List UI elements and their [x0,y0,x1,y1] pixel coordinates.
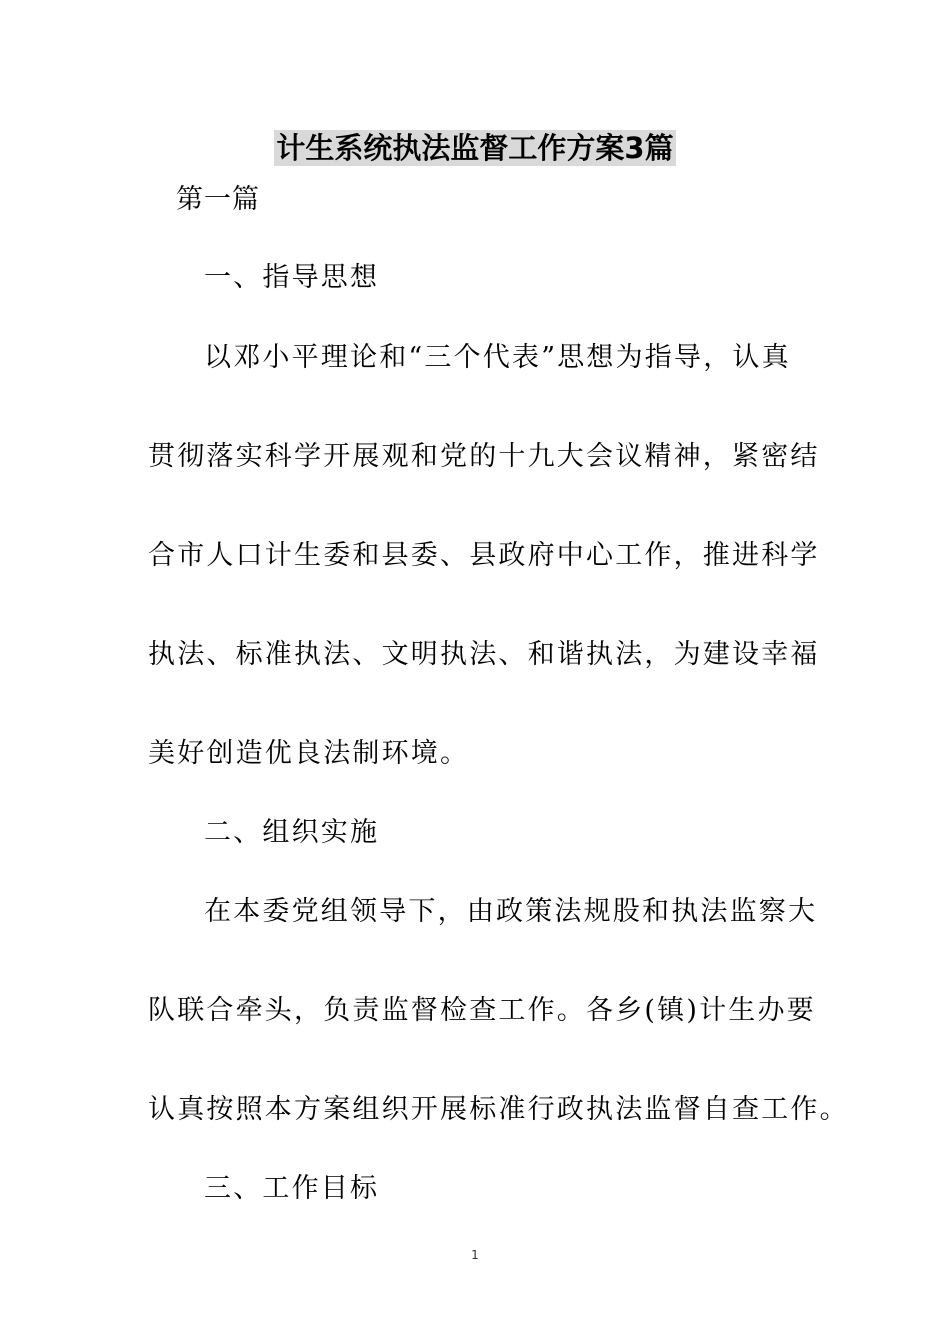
paragraph-line: 美好创造优良法制环境。 [148,738,470,769]
paragraph-line: 执法、标准执法、文明执法、和谐执法，为建设幸福 [148,639,820,670]
paragraph-line: 以邓小平理论和“三个代表”思想为指导，认真 [204,342,791,373]
paragraph-line: 贯彻落实科学开展观和党的十九大会议精神，紧密结 [148,441,820,472]
section-heading-2: 二、组织实施 [204,817,380,848]
paragraph-line: 队联合牵头，负责监督检查工作。各乡(镇)计生办要 [148,995,816,1026]
section-heading-1: 一、指导思想 [204,262,380,293]
paragraph-line: 在本委党组领导下，由政策法规股和执法监察大 [204,896,818,927]
document-title: 计生系统执法监督工作方案3篇 [276,131,674,165]
paragraph-line: 认真按照本方案组织开展标准行政执法监督自查工作。 [148,1094,849,1125]
paragraph-line: 合市人口计生委和县委、县政府中心工作，推进科学 [148,540,820,571]
section-heading-3: 三、工作目标 [204,1173,380,1204]
page-number: 1 [471,1248,479,1262]
part-label: 第一篇 [176,184,260,215]
title-container [0,130,950,166]
